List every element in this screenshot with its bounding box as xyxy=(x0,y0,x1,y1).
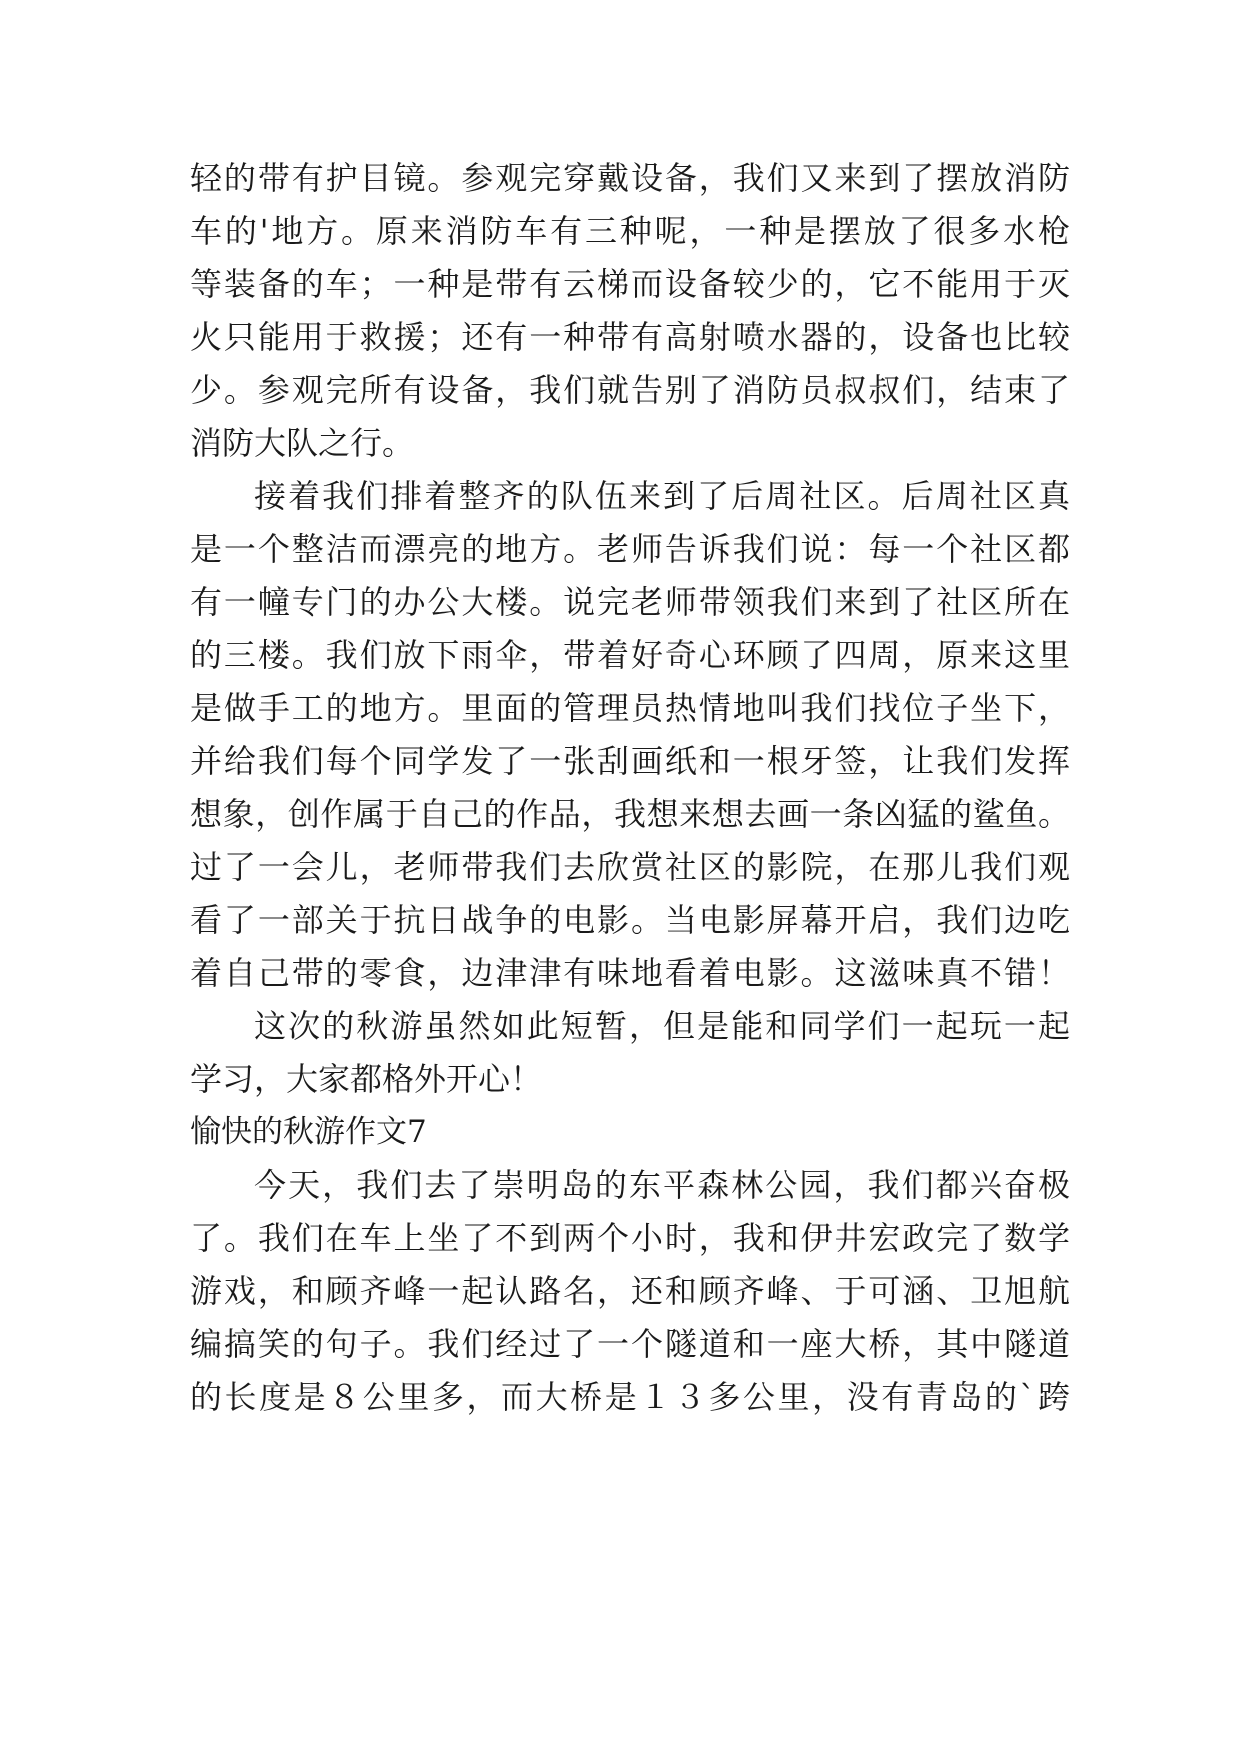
text-line: 的三楼。我们放下雨伞，带着好奇心环顾了四周，原来这里 xyxy=(190,636,1070,674)
text-line: 轻的带有护目镜。参观完穿戴设备，我们又来到了摆放消防 xyxy=(190,159,1070,197)
text-line: 车的'地方。原来消防车有三种呢，一种是摆放了很多水枪 xyxy=(190,212,1070,250)
text-line: 少。参观完所有设备，我们就告别了消防员叔叔们，结束了 xyxy=(190,371,1070,409)
text-line: 的长度是８公里多，而大桥是１３多公里，没有青岛的`跨 xyxy=(190,1378,1070,1416)
text-line: 学习，大家都格外开心！ xyxy=(190,1060,543,1098)
text-line: 编搞笑的句子。我们经过了一个隧道和一座大桥，其中隧道 xyxy=(190,1325,1070,1363)
text-line: 是做手工的地方。里面的管理员热情地叫我们找位子坐下， xyxy=(190,689,1070,727)
text-line: 消防大队之行。 xyxy=(190,424,415,462)
text-line: 并给我们每个同学发了一张刮画纸和一根牙签，让我们发挥 xyxy=(190,742,1070,780)
text-line: 有一幢专门的办公大楼。说完老师带领我们来到了社区所在 xyxy=(190,583,1070,621)
text-line: 了。我们在车上坐了不到两个小时，我和伊井宏政完了数学 xyxy=(190,1219,1070,1257)
paragraph-start-line: 这次的秋游虽然如此短暂，但是能和同学们一起玩一起 xyxy=(254,1007,1070,1045)
essay-text xyxy=(190,152,1070,1424)
text-line: 看了一部关于抗日战争的电影。当电影屏幕开启，我们边吃 xyxy=(190,901,1070,939)
text-line: 着自己带的零食，边津津有味地看着电影。这滋味真不错！ xyxy=(190,954,1070,992)
section-heading: 愉快的秋游作文7 xyxy=(190,1114,427,1150)
text-line: 想象，创作属于自己的作品，我想来想去画一条凶猛的鲨鱼。 xyxy=(190,795,1070,833)
text-line: 过了一会儿，老师带我们去欣赏社区的影院，在那儿我们观 xyxy=(190,848,1070,886)
text-line: 是一个整洁而漂亮的地方。老师告诉我们说：每一个社区都 xyxy=(190,530,1070,568)
text-line: 游戏，和顾齐峰一起认路名，还和顾齐峰、于可涵、卫旭航 xyxy=(190,1272,1070,1310)
text-line: 等装备的车；一种是带有云梯而设备较少的，它不能用于灭 xyxy=(190,265,1070,303)
text-line: 火只能用于救援；还有一种带有高射喷水器的，设备也比较 xyxy=(190,318,1070,356)
paragraph-start-line: 接着我们排着整齐的队伍来到了后周社区。后周社区真 xyxy=(254,477,1070,515)
paragraph-start-line: 今天，我们去了崇明岛的东平森林公园，我们都兴奋极 xyxy=(254,1166,1070,1204)
